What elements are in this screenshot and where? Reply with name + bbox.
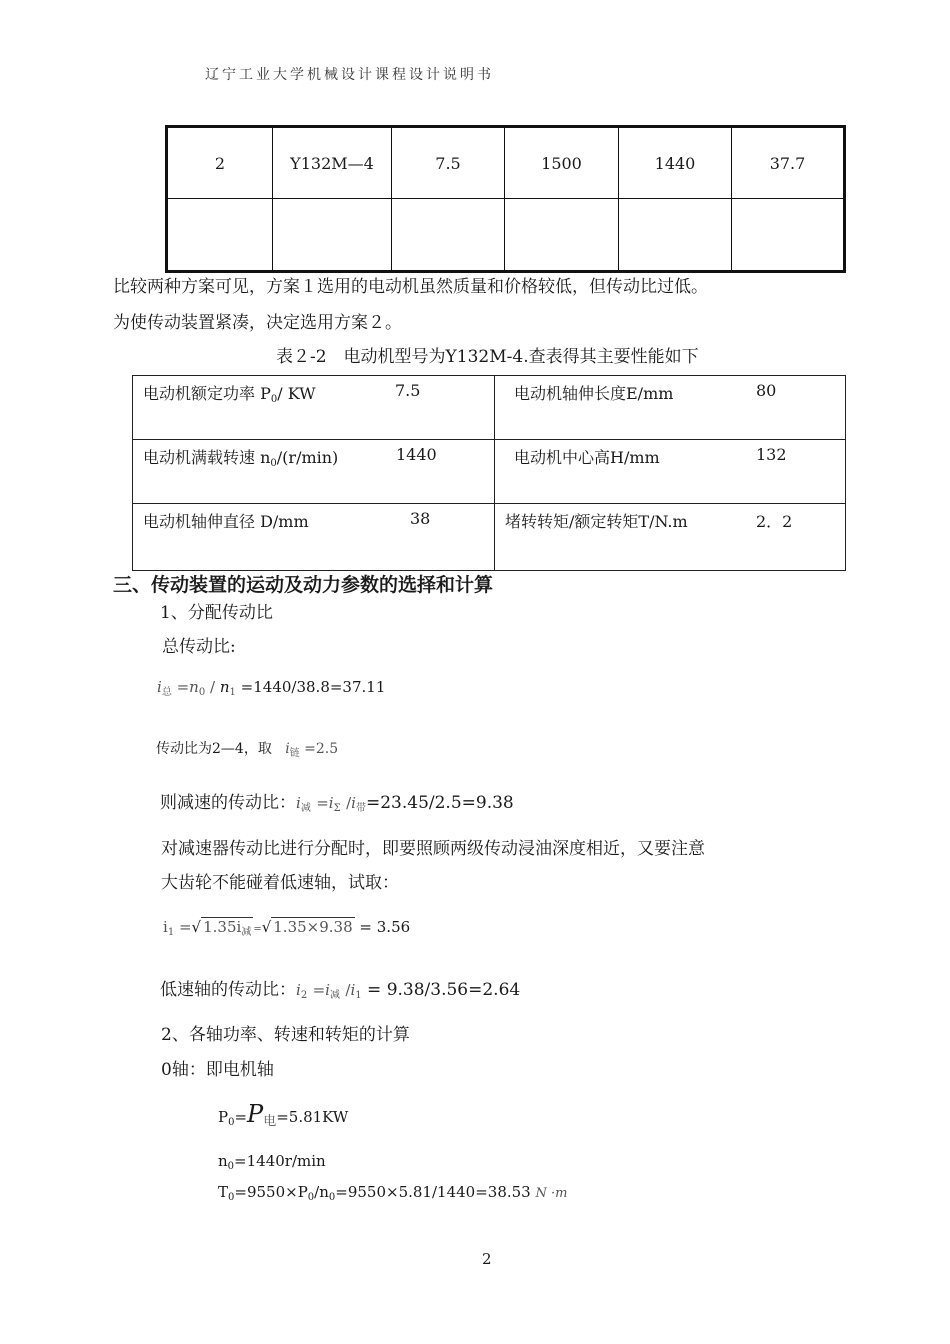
section-title: 三、传动装置的运动及动力参数的选择和计算 xyxy=(113,574,494,596)
spec-label: 电动机轴伸长度E/mm xyxy=(514,384,674,403)
table-cell xyxy=(495,440,846,504)
spec-value: 80 xyxy=(756,381,777,400)
paragraph: 为使传动装置紧凑，决定选用方案２。 xyxy=(113,313,402,333)
spec-value: 38 xyxy=(410,509,431,528)
radical: $1.35i_减$ xyxy=(203,918,252,938)
table-row xyxy=(133,504,846,571)
formula-t0: $T_0=9550\times P_0/n_0=9550\times 5.81/1440=38.53$ N ·m xyxy=(218,1183,568,1203)
formula-chain-ratio: 传动比为2—4，取 $i_链 =2.5$ xyxy=(156,741,339,759)
formula-reducer-ratio: 则减速的传动比：$i_减 =i_\Sigma$ $/i_带=23.45/2.5=9.38$ xyxy=(160,793,514,814)
spec-label: 电动机额定功率 $P_0/$ KW xyxy=(143,384,316,405)
table-cell: 7.5 xyxy=(392,127,505,199)
paragraph: 比较两种方案可见，方案１选用的电动机虽然质量和价格较低，但传动比过低。 xyxy=(113,277,708,297)
formula-total-ratio: $i_总 =n_0 / n_1 =1440/38.8=37.11$ xyxy=(157,678,386,698)
radical: 1.35×9.38 xyxy=(273,918,353,936)
table-cell xyxy=(167,199,273,272)
spec-value: 132 xyxy=(756,445,787,464)
table-cell: Y132M—4 xyxy=(273,127,392,199)
table-row xyxy=(167,199,845,272)
table-cell xyxy=(273,199,392,272)
table-cell xyxy=(133,440,495,504)
table-row xyxy=(133,376,846,440)
label: 总传动比: xyxy=(162,637,236,657)
table-cell xyxy=(495,376,846,440)
subsection-title: 2、各轴功率、转速和转矩的计算 xyxy=(161,1025,410,1045)
motor-spec-table xyxy=(132,375,846,571)
table-cell xyxy=(133,376,495,440)
table-caption: 表２-2 电动机型号为Y132M-4.查表得其主要性能如下 xyxy=(276,347,699,367)
table-cell: 1440 xyxy=(619,127,732,199)
table-cell xyxy=(133,504,495,571)
table-cell xyxy=(505,199,619,272)
table-cell: 37.7 xyxy=(732,127,845,199)
formula-n0: $n_0=1440r/\min$ xyxy=(218,1152,326,1172)
motor-options-table xyxy=(165,125,846,273)
spec-label: 堵转转矩/额定转矩T/N.m xyxy=(505,512,688,531)
table-cell xyxy=(732,199,845,272)
label: 0轴：即电机轴 xyxy=(161,1060,274,1080)
spec-label: 电动机轴伸直径 D/mm xyxy=(143,512,309,531)
formula-i1: $i_1$ =√ $1.35i_减$ =√ 1.35×9.38 = 3.56 xyxy=(163,918,411,938)
spec-label: 电动机中心高H/mm xyxy=(514,448,660,467)
table-cell: 1500 xyxy=(505,127,619,199)
paragraph: 大齿轮不能碰着低速轴，试取： xyxy=(161,873,399,893)
page-header: 辽宁工业大学机械设计课程设计说明书 xyxy=(205,67,494,83)
table-cell xyxy=(495,504,846,571)
table-row xyxy=(133,440,846,504)
page-number: 2 xyxy=(482,1250,492,1268)
formula-i2: 低速轴的传动比：$i_2 =i_减$ $/i_1 = 9.38/3.56=2.64$ xyxy=(160,980,521,1001)
formula-p0: $P_0=P$电=5.81KW xyxy=(218,1100,349,1129)
table-row xyxy=(167,127,845,199)
subsection-title: 1、分配传动比 xyxy=(160,603,273,623)
spec-value: 7.5 xyxy=(395,381,421,400)
paragraph: 对减速器传动比进行分配时，即要照顾两级传动浸油深度相近，又要注意 xyxy=(161,839,705,859)
spec-value: 1440 xyxy=(396,445,437,464)
table-cell: 2 xyxy=(167,127,273,199)
spec-label: 电动机满载转速 $n_0/(r/\min)$ xyxy=(143,448,339,469)
table-cell xyxy=(619,199,732,272)
table-cell xyxy=(392,199,505,272)
spec-value: 2．2 xyxy=(756,512,793,531)
